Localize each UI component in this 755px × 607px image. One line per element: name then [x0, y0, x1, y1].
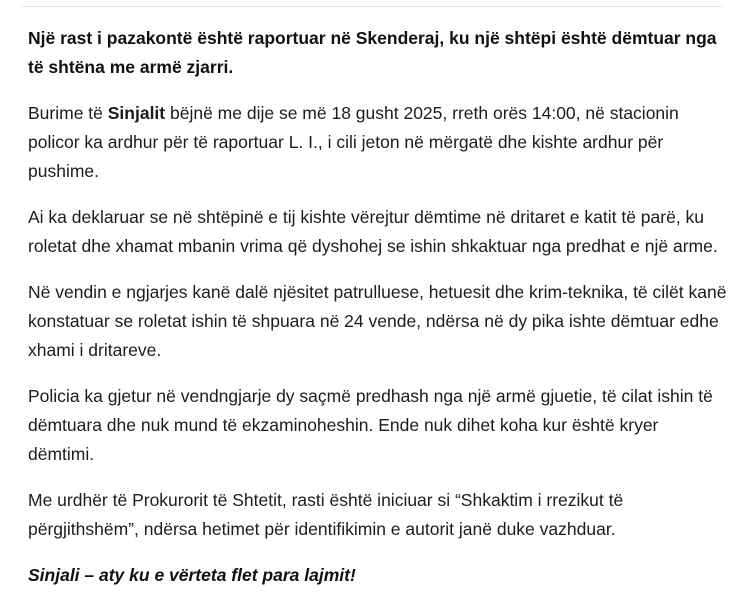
article-body [28, 24, 728, 607]
article-paragraph-5: Me urdhër të Prokurorit të Shtetit, rasti është iniciuar si “Shkaktim i rrezikut të përgjithshëm”, ndërsa hetimet për identifikimin e autorit janë duke vazhduar. [28, 490, 624, 539]
paragraph-1-start: Burime të [28, 103, 108, 123]
article-paragraph-3: Në vendin e ngjarjes kanë dalë njësitet patrulluese, hetuesit dhe krim-teknika, të cilët kanë konstatuar se roletat ishin të shpuara në 24 vende, ndërsa në dy pika ishte dëmtuar edhe xhami i dritareve. [28, 282, 727, 360]
brand-name-sinjali: Sinjalit [107, 103, 166, 123]
article-paragraph-1 [28, 99, 728, 186]
article-paragraph-4: Policia ka gjetur në vendngjarje dy saçmë predhash nga një armë gjuetie, të cilat ishin të dëmtuara dhe nuk mund të ekzaminoheshin. Ende nuk dihet koha kur është kryer dëmtimi. [28, 386, 713, 464]
article-closing-slogan: Sinjali – aty ku e vërteta flet para lajmit! [28, 565, 356, 585]
article-lead: Një rast i pazakontë është raportuar në Skenderaj, ku një shtëpi është dëmtuar nga të shtëna me armë zjarri. [28, 28, 717, 77]
top-divider [22, 6, 722, 7]
paragraph-1-rest: bëjnë me dije se më 18 gusht 2025, rreth orës 14:00, në stacionin policor ka ardhur për të raportuar L. I., i cili jeton në mërgatë dhe kishte ardhur për pushime. [28, 103, 679, 181]
article-paragraph-2: Ai ka deklaruar se në shtëpinë e tij kishte vërejtur dëmtime në dritaret e katit të parë, ku roletat dhe xhamat mbanin vrima që dyshohej se ishin shkaktuar nga predhat e një arme. [28, 207, 718, 256]
